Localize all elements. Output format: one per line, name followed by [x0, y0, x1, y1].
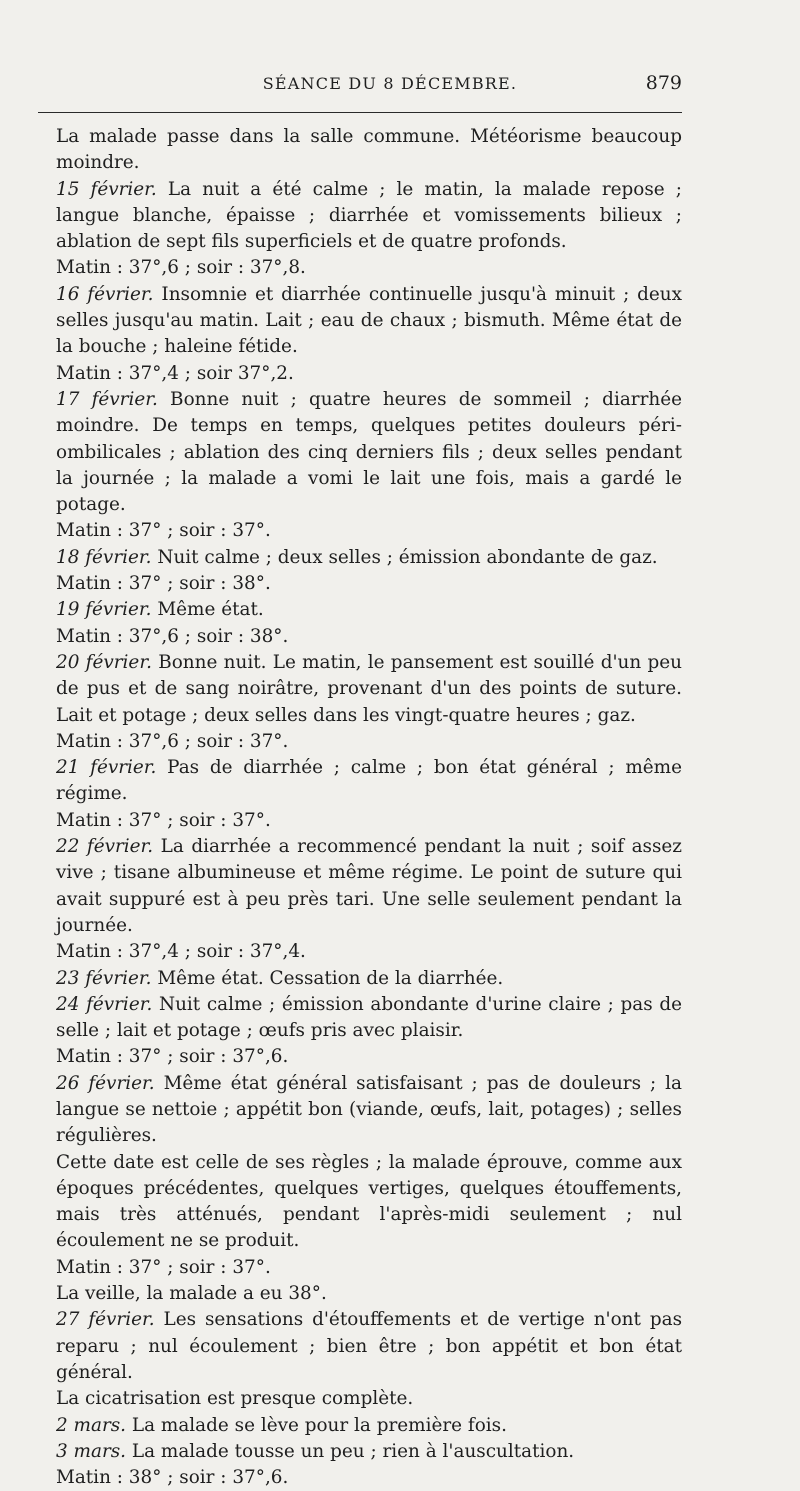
paragraph-text: Bonne nuit. Le matin, le pansement est souillé d'un peu de pus et de sang noirâtre, provenant d'un des points de suture. Lait et potage ; deux selles dans les vingt-quatre heures ; gaz. — [56, 651, 682, 726]
paragraph — [38, 1044, 682, 1070]
paragraph-text: Pas de diarrhée ; calme ; bon état général ; même régime. — [56, 757, 683, 805]
paragraph — [38, 1071, 682, 1150]
paragraph-text: Matin : 37°,4 ; soir 37°,2. — [56, 362, 294, 384]
paragraph-text: Matin : 37°,6 ; soir : 37°,8. — [56, 257, 306, 279]
paragraph — [38, 124, 682, 177]
paragraph — [38, 1150, 682, 1255]
paragraph — [38, 1281, 682, 1307]
paragraph-text: La malade passe dans la salle commune. Météorisme beaucoup moindre. — [56, 126, 682, 174]
header-rule — [38, 112, 682, 113]
paragraph-text: Même état général satisfaisant ; pas de douleurs ; la langue se nettoie ; appétit bon (viande, œufs, lait, potages) ; selles régulières. — [56, 1072, 682, 1147]
paragraph-date: 18 février. — [56, 546, 152, 568]
paragraph-text: Cette date est celle de ses règles ; la malade éprouve, comme aux époques précédentes, quelques vertiges, quelques étouffements, mais très atténués, pendant l'après-midi seulement ; nul écoulement ne se produit. — [56, 1151, 682, 1252]
paragraph — [38, 387, 682, 518]
paragraph-text: Matin : 37°,6 ; soir : 38°. — [56, 625, 289, 647]
body-text — [38, 124, 682, 1491]
paragraph — [38, 966, 682, 992]
running-head: SÉANCE DU 8 DÉCEMBRE. — [262, 74, 518, 93]
paragraph-text: La veille, la malade a eu 38°. — [56, 1283, 327, 1305]
paragraph-text: Bonne nuit ; quatre heures de sommeil ; diarrhée moindre. De temps en temps, quelques petites douleurs péri-ombilicales ; ablation des cinq derniers fils ; deux selles pendant la journée ; la malade a vomi le lait une fois, mais a gardé le potage. — [56, 388, 682, 516]
paragraph — [38, 361, 682, 387]
paragraph-date: 3 mars. — [56, 1440, 127, 1462]
paragraph-text: Matin : 37° ; soir : 38°. — [56, 573, 271, 595]
paragraph-text: Matin : 37° ; soir : 37°,6. — [56, 1046, 289, 1068]
paragraph-text: Nuit calme ; deux selles ; émission abondante de gaz. — [151, 546, 658, 568]
page-header — [38, 72, 682, 96]
paragraph-text: Matin : 37° ; soir : 37°. — [56, 1256, 271, 1278]
paragraph — [38, 571, 682, 597]
paragraph — [38, 1386, 682, 1412]
paragraph-date: 23 février. — [56, 967, 152, 989]
paragraph — [38, 939, 682, 965]
paragraph-date: 24 février. — [56, 993, 153, 1015]
paragraph-text: Insomnie et diarrhée continuelle jusqu'à minuit ; deux selles jusqu'au matin. Lait ; eau de chaux ; bismuth. Même état de la bouche ; haleine fétide. — [56, 283, 683, 358]
paragraph-text: La malade tousse un peu ; rien à l'auscultation. — [126, 1440, 575, 1462]
paragraph — [38, 255, 682, 281]
paragraph — [38, 650, 682, 729]
paragraph-date: 27 février. — [56, 1309, 155, 1331]
paragraph-text: Matin : 37°,4 ; soir : 37°,4. — [56, 941, 306, 963]
paragraph-text: Nuit calme ; émission abondante d'urine claire ; pas de selle ; lait et potage ; œufs pris avec plaisir. — [56, 993, 683, 1042]
paragraph-date: 19 février. — [56, 599, 152, 621]
paragraph-text: Matin : 37°,6 ; soir : 37°. — [56, 730, 289, 752]
paragraph-text: Même état. — [151, 599, 264, 621]
paragraph — [38, 1439, 682, 1465]
paragraph — [38, 755, 682, 808]
paragraph-text: Les sensations d'étouffements et de vertige n'ont pas reparu ; nul écoulement ; bien être ; bon appétit et bon état général. — [56, 1309, 683, 1383]
paragraph — [38, 1255, 682, 1281]
paragraph-text: La diarrhée a recommencé pendant la nuit ; soif assez vive ; tisane albumineuse et même régime. Le point de suture qui avait suppuré est à peu près tari. Une selle seulement pendant la journée. — [56, 836, 682, 936]
paragraph-text: La cicatrisation est presque complète. — [56, 1388, 414, 1410]
paragraph-text: Même état. Cessation de la diarrhée. — [151, 967, 504, 989]
paragraph-text: Matin : 38° ; soir : 37°,6. — [56, 1467, 289, 1489]
paragraph-date: 2 mars. — [56, 1414, 127, 1436]
paragraph — [38, 992, 682, 1045]
paragraph — [38, 834, 682, 939]
paragraph — [38, 282, 682, 361]
page-number: 879 — [645, 72, 682, 94]
paragraph — [38, 729, 682, 755]
paragraph — [38, 808, 682, 834]
paragraph-date: 20 février. — [56, 651, 152, 673]
paragraph — [38, 518, 682, 544]
paragraph-text: Matin : 37° ; soir : 37°. — [56, 520, 271, 542]
paragraph — [38, 1307, 682, 1386]
paragraph — [38, 545, 682, 571]
paragraph-text: La malade se lève pour la première fois. — [126, 1414, 507, 1436]
paragraph-date: 26 février. — [56, 1072, 155, 1094]
paragraph — [38, 624, 682, 650]
paragraph-text: Matin : 37° ; soir : 37°. — [56, 809, 271, 831]
paragraph-date: 16 février. — [56, 283, 154, 305]
paragraph-text: La nuit a été calme ; le matin, la malade repose ; langue blanche, épaisse ; diarrhée et vomissements bilieux ; ablation de sept fils superficiels et de quatre profonds. — [56, 178, 683, 253]
paragraph-date: 21 février. — [56, 757, 157, 779]
paragraph-date: 22 février. — [56, 836, 154, 858]
paragraph — [38, 177, 682, 256]
paragraph-date: 17 février. — [56, 388, 158, 410]
paragraph — [38, 597, 682, 623]
paragraph — [38, 1465, 682, 1491]
paragraph-date: 15 février. — [56, 178, 157, 200]
